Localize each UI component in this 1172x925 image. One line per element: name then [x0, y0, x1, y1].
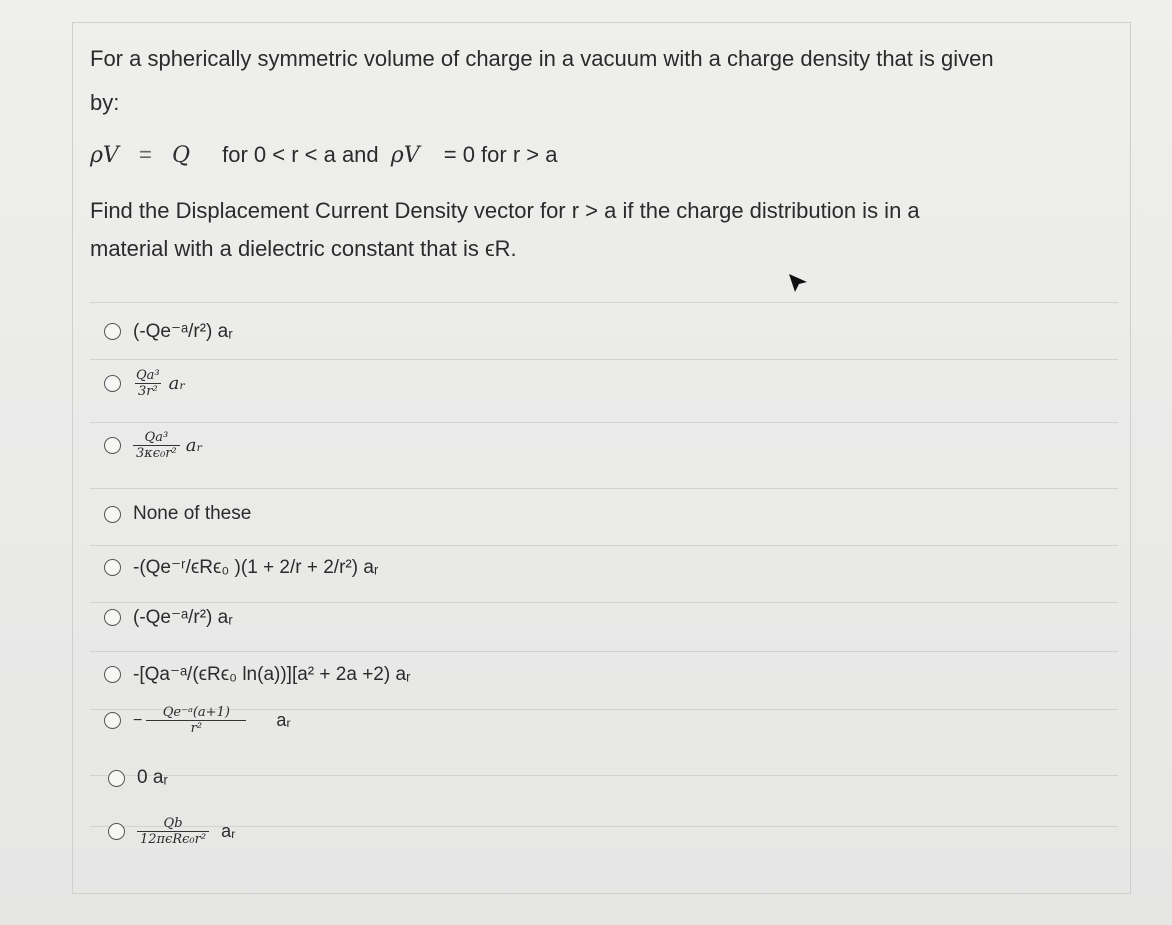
unit-vector: aᵣ [185, 435, 203, 456]
radio-circle-icon[interactable] [104, 609, 121, 626]
answer-option-1[interactable] [104, 320, 233, 343]
rho-symbol: ρV [90, 143, 119, 168]
radio-circle-icon[interactable] [104, 506, 121, 523]
fraction-numerator: Qe⁻ᵃ(a+1) [162, 705, 230, 720]
answer-option-2[interactable] [104, 368, 186, 399]
equation-middle: for 0 < r < a and [222, 142, 379, 167]
divider [90, 359, 1118, 360]
option-label: (-Qe⁻ᵃ/r²) aᵣ [133, 321, 233, 342]
question-line-5: material with a dielectric constant that is ϵR. [90, 236, 517, 261]
question-line-2: by: [90, 90, 120, 115]
answer-option-10[interactable] [108, 816, 235, 847]
answer-option-6[interactable] [104, 606, 233, 629]
unit-vector: aᵣ [168, 373, 186, 394]
fraction-numerator: Qa³ [144, 430, 169, 445]
radio-circle-icon[interactable] [104, 666, 121, 683]
divider [90, 488, 1118, 489]
option-fraction [133, 430, 180, 461]
option-label: None of these [133, 503, 252, 524]
radio-circle-icon[interactable] [104, 375, 121, 392]
answer-option-7[interactable] [104, 663, 411, 686]
unit-vector: aᵣ [221, 821, 236, 841]
fraction-numerator: Qa³ [136, 368, 160, 383]
divider [90, 826, 1118, 827]
divider [90, 545, 1118, 546]
answer-option-3[interactable] [104, 430, 203, 461]
arrow-cursor-icon [783, 268, 813, 298]
fraction-denominator: 3r² [135, 383, 161, 399]
divider [90, 302, 1118, 303]
radio-circle-icon[interactable] [104, 323, 121, 340]
fraction-denominator: r² [146, 720, 246, 736]
answer-option-4[interactable] [104, 503, 251, 525]
minus-sign: − [133, 711, 143, 729]
radio-circle-icon[interactable] [104, 437, 121, 454]
fraction-denominator: 3κϵ₀r² [133, 445, 180, 461]
option-fraction [133, 368, 163, 399]
answer-option-8[interactable] [104, 705, 291, 736]
option-fraction [146, 705, 246, 736]
radio-circle-icon[interactable] [104, 712, 121, 729]
radio-circle-icon[interactable] [108, 770, 125, 787]
fraction-denominator: 12πϵRϵ₀r² [137, 831, 209, 847]
option-label: (-Qe⁻ᵃ/r²) aᵣ [133, 607, 233, 628]
radio-circle-icon[interactable] [108, 823, 125, 840]
option-label: -(Qe⁻ʳ/ϵRϵ₀ )(1 + 2/r + 2/r²) aᵣ [133, 557, 379, 578]
q-symbol: Q [171, 143, 190, 168]
answer-option-5[interactable] [104, 556, 378, 579]
option-label: 0 aᵣ [137, 767, 168, 788]
unit-vector: aᵣ [276, 710, 291, 730]
divider [90, 775, 1118, 776]
divider [90, 602, 1118, 603]
charge-density-equation [90, 142, 557, 168]
question-line-4: Find the Displacement Current Density vector for r > a if the charge distribution is in a [90, 198, 920, 223]
answer-option-9[interactable] [108, 767, 168, 789]
divider [90, 422, 1118, 423]
equation-end: = 0 for r > a [443, 142, 558, 167]
question-line-1: For a spherically symmetric volume of charge in a vacuum with a charge density that is given [90, 46, 994, 71]
divider [90, 651, 1118, 652]
rho-symbol-2: ρV [390, 143, 420, 168]
option-fraction [137, 816, 209, 847]
option-label: -[Qa⁻ᵃ/(ϵRϵ₀ ln(a))][a² + 2a +2) aᵣ [133, 664, 411, 685]
radio-circle-icon[interactable] [104, 559, 121, 576]
equals-sign: = [138, 142, 152, 167]
fraction-numerator: Qb [163, 816, 183, 831]
